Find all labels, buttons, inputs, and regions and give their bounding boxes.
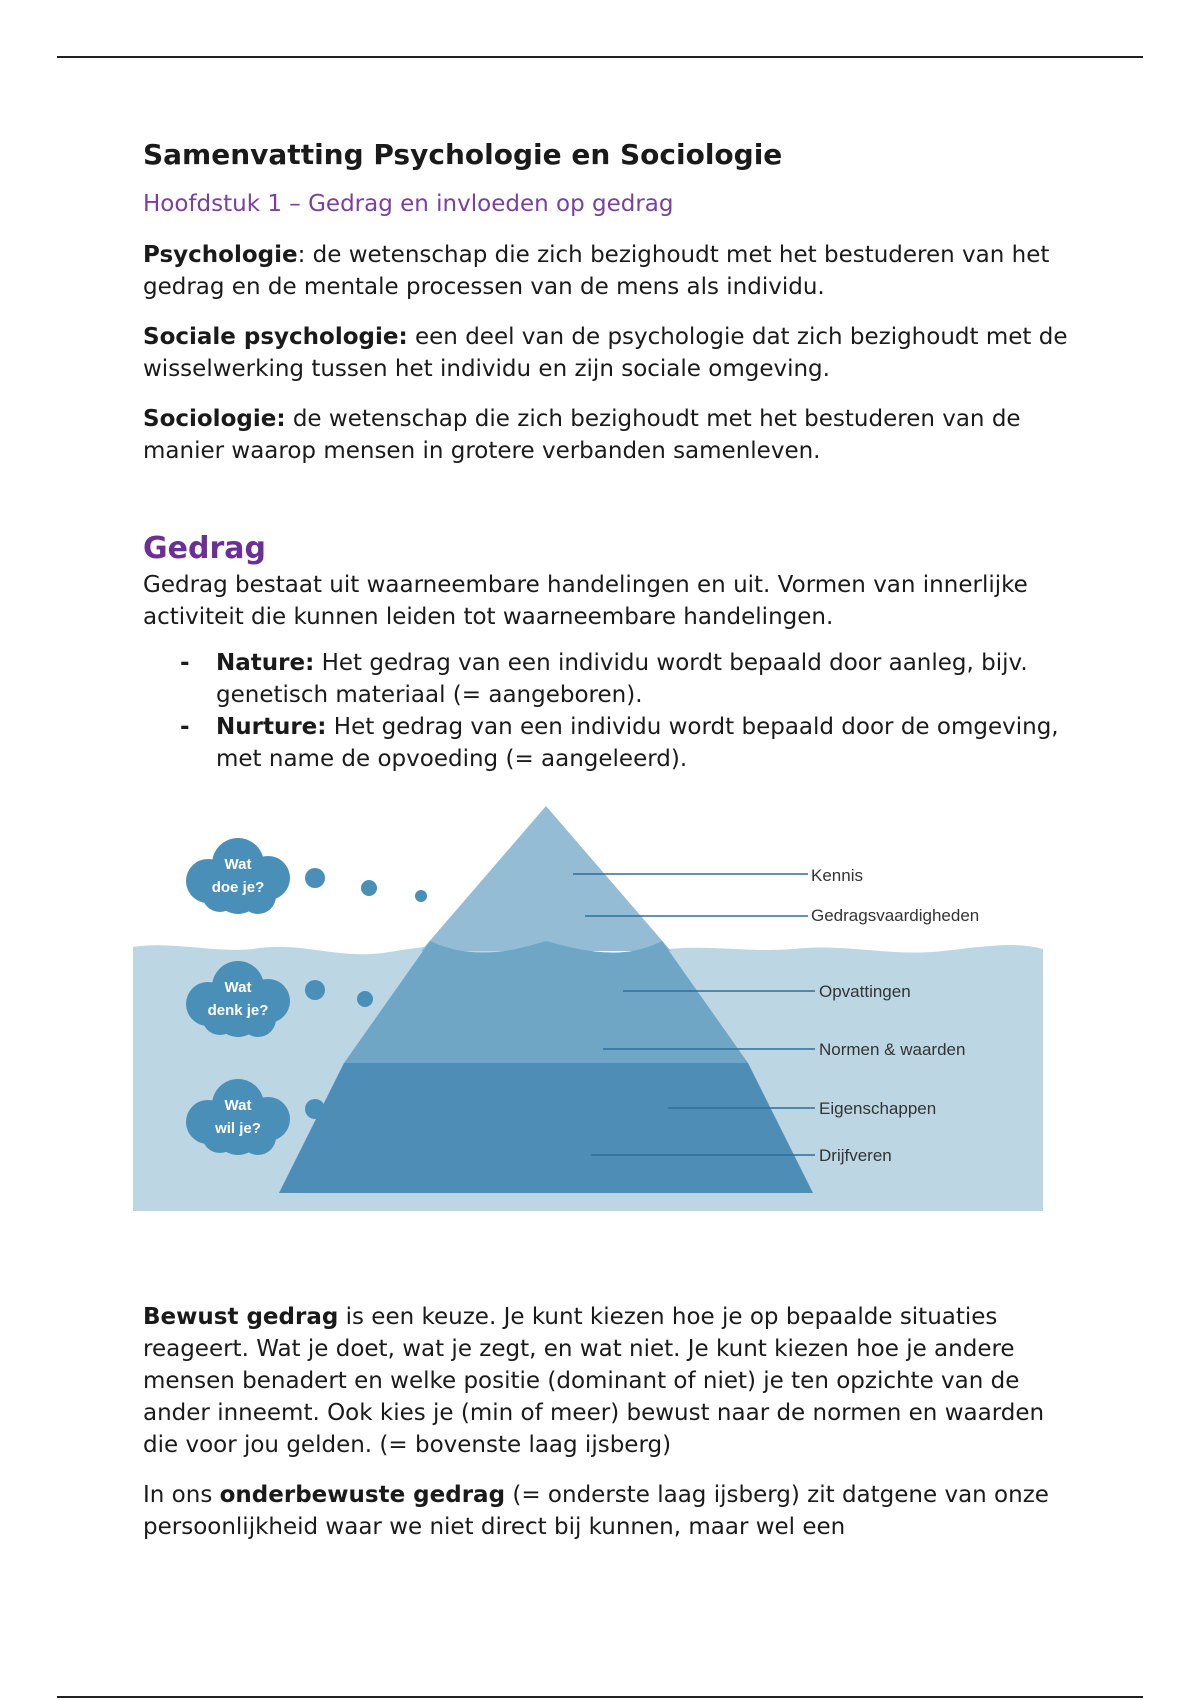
section-intro: Gedrag bestaat uit waarneembare handelingen en uit. Vormen van innerlijke activiteit die kunnen leiden tot waarneembare handelingen.	[143, 572, 1028, 631]
iceberg-figure	[133, 791, 1043, 1241]
chapter-heading: Hoofdstuk 1 – Gedrag en invloeden op gedrag	[143, 190, 674, 217]
list-text: Het gedrag van een individu wordt bepaald door de omgeving, met name de opvoeding (= aangeleerd).	[216, 714, 1059, 773]
cloud2-line1: Wat	[224, 979, 252, 997]
iceberg-diagram	[133, 791, 1043, 1241]
bewust-text: is een keuze. Je kunt kiezen hoe je op bepaalde situaties reageert. Wat je doet, wat je zegt, en wat niet. Je kunt kiezen hoe je andere mensen benadert en welke positie (dominant of niet) je ten opzichte van de ander inneemt. Ook kies je (min of meer) bewust naar de normen en waarden die voor jou gelden. (= bovenste laag ijsberg)	[143, 1304, 1045, 1459]
cloud3-line2: wil je?	[215, 1120, 261, 1138]
cloud-wat-doe-je	[186, 838, 290, 914]
list-dash: -	[180, 650, 190, 677]
definition-text: de wetenschap die zich bezighoudt met het bestuderen van de manier waarop mensen in grotere verbanden samenleven.	[143, 406, 1021, 465]
definition-separator: :	[297, 242, 306, 269]
label-gedragsvaardigheden: Gedragsvaardigheden	[811, 906, 980, 926]
list-dash: -	[180, 714, 190, 741]
definition-psychologie	[143, 239, 1073, 303]
definition-sociologie	[143, 403, 1073, 467]
label-opvattingen: Opvattingen	[819, 982, 911, 1002]
section-heading-gedrag: Gedrag	[143, 531, 266, 567]
iceberg-top-layer	[421, 806, 671, 951]
cloud2-line2: denk je?	[207, 1002, 269, 1020]
label-normen-waarden: Normen & waarden	[819, 1040, 966, 1060]
bewust-term: Bewust gedrag	[143, 1304, 339, 1331]
iceberg-bottom-layer	[279, 1063, 813, 1193]
label-kennis: Kennis	[811, 866, 863, 886]
paragraph-bewust-gedrag	[143, 1301, 1073, 1461]
definition-term: Psychologie	[143, 242, 298, 269]
nature-nurture-list	[143, 647, 1073, 775]
list-item-nature	[143, 647, 1073, 711]
list-term: Nurture:	[216, 714, 327, 741]
list-text: Het gedrag van een individu wordt bepaald door aanleg, bijv. genetisch materiaal (= aangeboren).	[216, 650, 1028, 709]
document-title: Samenvatting Psychologie en Sociologie	[143, 138, 783, 171]
bottom-rule	[57, 1696, 1143, 1698]
cloud1-line1: Wat	[224, 856, 252, 874]
label-drijfveren: Drijfveren	[819, 1146, 892, 1166]
list-term: Nature:	[216, 650, 315, 677]
definition-term: Sociologie:	[143, 406, 286, 433]
cloud3-line1: Wat	[224, 1097, 252, 1115]
definition-text: de wetenschap die zich bezighoudt met het bestuderen van het gedrag en de mentale processen van de mens als individu.	[143, 242, 1050, 301]
top-rule	[57, 56, 1143, 58]
definition-sociale-psychologie	[143, 321, 1073, 385]
list-item-nurture	[143, 711, 1073, 775]
paragraph-onderbewust-gedrag	[143, 1479, 1073, 1543]
onder-term: onderbewuste gedrag	[219, 1482, 506, 1509]
cloud1-line2: doe je?	[211, 879, 265, 897]
definition-term: Sociale psychologie:	[143, 324, 408, 351]
onder-text: (= onderste laag ijsberg) zit datgene van onze persoonlijkheid waar we niet direct bij kunnen, maar wel een	[143, 1482, 1049, 1541]
definition-text: een deel van de psychologie dat zich bezighoudt met de wisselwerking tussen het individu en zijn sociale omgeving.	[143, 324, 1068, 383]
document-body	[143, 138, 1073, 1561]
onder-pre: In ons	[143, 1482, 220, 1509]
label-eigenschappen: Eigenschappen	[819, 1099, 937, 1119]
